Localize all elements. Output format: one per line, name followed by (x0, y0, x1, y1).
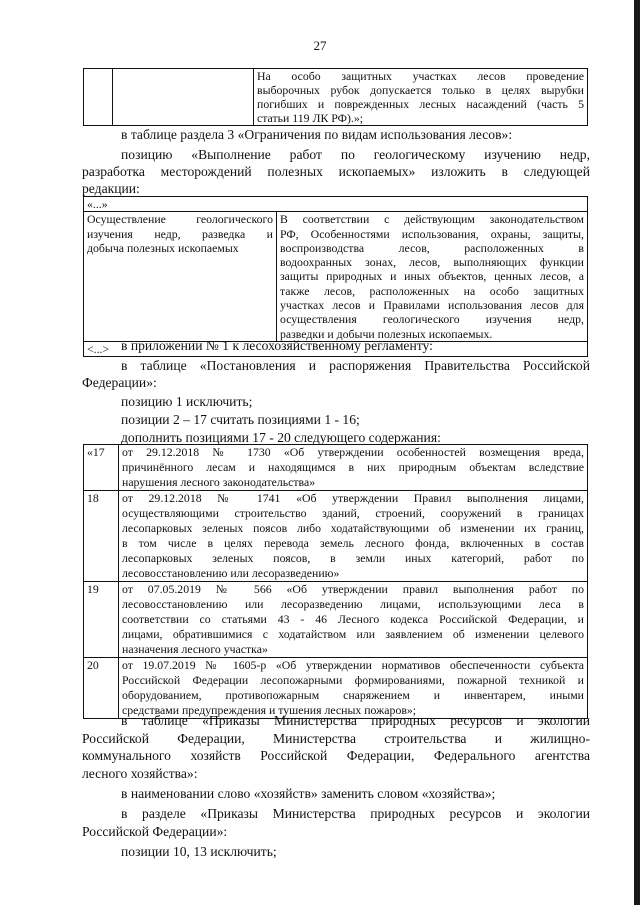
row-text: от 19.07.2019 № 1605-р «Об утверждении нормативов обеспеченности субъекта Российской Федерации лесопожарными формированиями, пожарной техникой и оборудованием, противопожарным снаряжением и инвентарем, иными средствами предупреждения и тушения лесных пожаров»; (119, 658, 588, 719)
table-continuation (83, 68, 588, 126)
table-row (84, 445, 588, 491)
table-row (84, 582, 588, 658)
paragraph: в наименовании слово «хозяйств» заменить словом «хозяйства»; (121, 786, 496, 801)
row-number: «17 (84, 445, 119, 491)
paragraph: позиции 2 – 17 считать позициями 1 - 16; (121, 412, 360, 427)
paragraph: позицию 1 исключить; (121, 394, 253, 409)
geo-right-cell: В соответствии с действующим законодательством РФ, Особенностями использования, охраны, защиты, воспроизводства лесов, расположенных в водоохранных зонах, лесов, выполняющих функции защиты природных и иных объектов, ценных лесов, а также лесов, расположенных на особо защитных участках лесов и Правилами использования лесов для осуществления геологического изучения недр, разведки и добычи полезных ископаемых. (277, 212, 588, 342)
row-text: от 07.05.2019 № 566 «Об утверждении правил выполнения работ по лесовосстановлению или лесоразведению лицами, использующими леса в соответствии со статьями 43 - 46 Лесного кодекса Российской Федерации, и лицами, обратившимися с ходатайством или заявлением об изменении целевого назначения лесного участка» (119, 582, 588, 658)
table-row (84, 491, 588, 582)
paragraph: позицию «Выполнение работ по геологическому изучению недр, разработка месторождений полезных ископаемых» изложить в следующей редакции: (82, 147, 590, 196)
paragraph: в таблице «Постановления и распоряжения Правительства Российской Федерации»: (82, 358, 590, 390)
paragraph: в таблице раздела 3 «Ограничения по видам использования лесов»: (121, 127, 513, 142)
paragraph: дополнить позициями 17 - 20 следующего содержания: (121, 430, 441, 445)
geo-left-cell: Осуществление геологического изучения недр, разведка и добыча полезных ископаемых (84, 212, 277, 342)
paragraph: в таблице «Приказы Министерства природных ресурсов и экологии Российской Федерации, Министерства строительства и жилищно- коммунального хозяйств Российской Федерации, Федерального агентства лесного хозяйства»: (82, 713, 590, 781)
row-number: 20 (84, 658, 119, 719)
row-text: от 29.12.2018 № 1741 «Об утверждении Правил выполнения лицами, осуществляющими строительство зданий, строений, сооружений в границах лесопарковых зеленых поясов либо ходатайствующими об изменении их границ, в том числе в целях перевода земель лесного фонда, включенных в состав лесопарковых зеленых поясов, в земли иных категорий, работ по лесовосстановлению или лесоразведению» (119, 491, 588, 582)
scan-edge (634, 0, 640, 905)
paragraph: в разделе «Приказы Министерства природных ресурсов и экологии Российской Федерации»: (82, 806, 590, 839)
table-row (84, 658, 588, 719)
table-positions (83, 444, 588, 719)
page-number: 27 (313, 38, 327, 53)
table-cell-text: На особо защитных участках лесов проведение выборочных рубок допускается только в целях вырубки погибших и поврежденных лесных насаждений (часть 5 статьи 119 ЛК РФ).»; (254, 69, 588, 126)
row-number: 19 (84, 582, 119, 658)
marker-row: <...> (84, 341, 588, 356)
paragraph: в приложении № 1 к лесохозяйственному регламенту: (121, 338, 433, 353)
row-text: от 29.12.2018 № 1730 «Об утверждении особенностей возмещения вреда, причинённого лесам и находящимся в них природным объектам вследствие нарушения лесного законодательства» (119, 445, 588, 491)
row-number: 18 (84, 491, 119, 582)
marker-row: «...» (84, 197, 588, 212)
paragraph: позиции 10, 13 исключить; (121, 844, 277, 859)
table-geology (83, 196, 588, 357)
table-cell-empty (113, 69, 254, 126)
table-cell-empty (84, 69, 113, 126)
